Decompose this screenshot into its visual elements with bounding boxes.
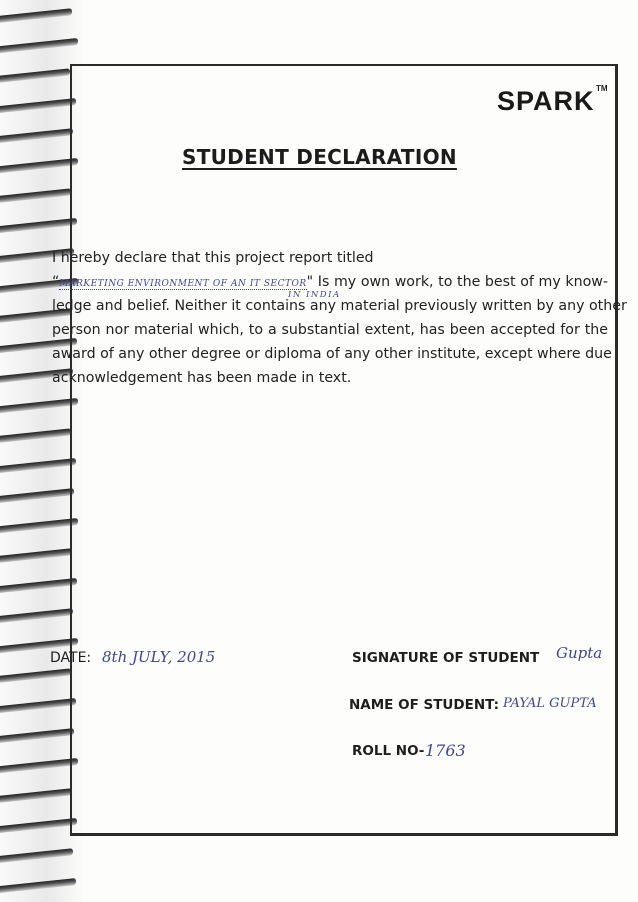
binding-coil (0, 158, 78, 173)
binding-coil (0, 878, 76, 893)
binding-coil (0, 398, 78, 413)
declaration-line-1: I hereby declare that this project report titled (52, 250, 374, 266)
roll-label: ROLL NO- (352, 743, 425, 759)
page-border (70, 64, 618, 836)
binding-coil (0, 788, 72, 803)
binding-coil (0, 188, 71, 202)
trademark-mark: TM (596, 84, 608, 93)
binding-coil (0, 38, 78, 53)
binding-coil (0, 758, 78, 773)
binding-coil (0, 818, 77, 833)
binding-coil (0, 578, 77, 593)
roll-value: 1763 (425, 741, 466, 760)
binding-coil (0, 518, 78, 533)
binding-coil (0, 128, 73, 143)
binding-coil (0, 728, 74, 743)
binding-coil (0, 668, 71, 682)
name-label: NAME OF STUDENT: (349, 697, 499, 713)
project-title-handwritten: MARKETING ENVIRONMENT OF AN IT SECTOR (59, 279, 307, 289)
name-value: PAYAL GUPTA (503, 696, 597, 711)
date-value: 8th JULY, 2015 (102, 648, 216, 666)
binding-coil (0, 488, 74, 503)
signature-label: SIGNATURE OF STUDENT (352, 650, 540, 666)
binding-coil (0, 698, 76, 713)
brand-logo: SPARK (497, 86, 595, 116)
date-label: DATE: (50, 650, 92, 666)
signature-value: Gupta (556, 644, 603, 662)
binding-coil (0, 8, 72, 23)
binding-coil (0, 98, 76, 113)
binding-coil (0, 218, 77, 233)
declaration-line-2: “MARKETING ENVIRONMENT OF AN IT SECTOR" Is my own work, to the best of my know- (52, 274, 608, 290)
binding-coil (0, 68, 70, 82)
project-title-note: IN INDIA (288, 290, 341, 300)
declaration-line-2-rest: " Is my own work, to the best of my know- (306, 274, 608, 290)
page-title: STUDENT DECLARATION (182, 145, 457, 169)
binding-coil (0, 608, 73, 623)
declaration-line-6: acknowledgement has been made in text. (52, 370, 352, 386)
binding-coil (0, 458, 76, 473)
declaration-line-3: ledge and belief. Neither it contains any material previously written by any other (52, 298, 627, 314)
declaration-line-4: person nor material which, to a substantial extent, has been accepted for the (52, 322, 608, 338)
declaration-line-5: award of any other degree or diploma of any other institute, except where due (52, 346, 612, 362)
binding-coil (0, 548, 72, 563)
binding-coil (0, 428, 71, 442)
binding-coil (0, 848, 73, 863)
